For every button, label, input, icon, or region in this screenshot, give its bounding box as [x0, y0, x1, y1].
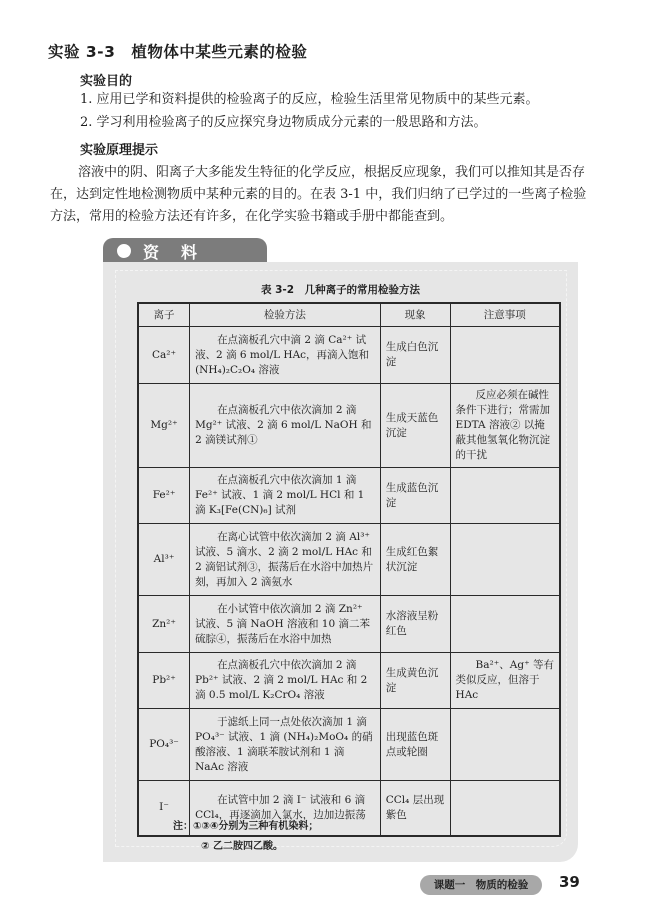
method-cell: 在试管中加 2 滴 I⁻ 试液和 6 滴 CCl₄，再逐滴加入氯水，边加边振荡	[190, 781, 381, 836]
ion-cell: Fe²⁺	[138, 468, 190, 524]
ion-cell: Pb²⁺	[138, 653, 190, 709]
footnote-1: 注：①③④分别为三种有机染料；	[173, 821, 319, 832]
phenomenon-cell: 水溶液呈粉红色	[380, 596, 450, 653]
table-row	[138, 596, 560, 653]
table-row	[138, 468, 560, 524]
ion-cell: I⁻	[138, 781, 190, 836]
method-cell: 于滤纸上同一点处依次滴加 1 滴 PO₄³⁻ 试液、1 滴 (NH₄)₂MoO₄ 的硝酸溶液、1 滴联苯胺试剂和 1 滴 NaAc 溶液	[190, 709, 381, 781]
goal-item-2: 2. 学习利用检验离子的反应探究身边物质成分元素的一般思路和方法。	[80, 115, 487, 130]
table-row	[138, 709, 560, 781]
phenomenon-cell: 出现蓝色斑点或轮圈	[380, 709, 450, 781]
table-row	[138, 327, 560, 384]
phenomenon-cell: 生成黄色沉淀	[380, 653, 450, 709]
note-cell	[450, 524, 560, 596]
phenomenon-cell: 生成天蓝色沉淀	[380, 384, 450, 468]
table-header-row	[138, 303, 560, 327]
phenomenon-cell: 生成白色沉淀	[380, 327, 450, 384]
table-footnotes	[173, 817, 318, 857]
ion-cell: Ca²⁺	[138, 327, 190, 384]
ion-cell: Mg²⁺	[138, 384, 190, 468]
experiment-number: 实验 3-3	[48, 43, 116, 61]
note-cell	[450, 327, 560, 384]
goal-item-1: 1. 应用已学和资料提供的检验离子的反应，检验生活里常见物质中的某些元素。	[80, 92, 539, 107]
note-cell: 反应必须在碱性条件下进行；常需加 EDTA 溶液② 以掩蔽其他氢氧化物沉淀的干扰	[450, 384, 560, 468]
note-cell	[450, 468, 560, 524]
header-phenomenon: 现象	[380, 303, 450, 327]
resource-tab	[103, 238, 267, 264]
principle-heading: 实验原理提示	[80, 143, 159, 158]
table-caption: 表 3-2 几种离子的常用检验方法	[260, 284, 421, 296]
method-cell: 在小试管中依次滴加 2 滴 Zn²⁺ 试液、5 滴 NaOH 溶液和 10 滴二苯硫腙④，振荡后在水浴中加热	[190, 596, 381, 653]
header-ion: 离子	[138, 303, 190, 327]
principle-paragraph: 溶液中的阴、阳离子大多能发生特征的化学反应，根据反应现象，我们可以推知其是否存在，达到定性地检测物质中某种元素的目的。在表 3-1 中，我们归纳了已学过的一些离子检验方法，常用的检验方法还有许多，在化学实验书籍或手册中都能查到。	[50, 165, 587, 224]
header-method: 检验方法	[190, 303, 381, 327]
table-row	[138, 384, 560, 468]
experiment-name: 植物体中某些元素的检验	[131, 43, 308, 61]
experiment-title	[48, 40, 307, 62]
table-row	[138, 653, 560, 709]
method-cell: 在点滴板孔穴中依次滴加 2 滴 Mg²⁺ 试液、2 滴 6 mol/L NaOH 和 2 滴镁试剂①	[190, 384, 381, 468]
goal-heading: 实验目的	[80, 74, 133, 89]
chapter-label: 课题一 物质的检验	[420, 875, 542, 895]
page-number: 39	[559, 873, 580, 891]
table-row	[138, 524, 560, 596]
method-cell: 在点滴板孔穴中滴 2 滴 Ca²⁺ 试液、2 滴 6 mol/L HAc，再滴入饱和 (NH₄)₂C₂O₄ 溶液	[190, 327, 381, 384]
phenomenon-cell: CCl₄ 层出现紫色	[380, 781, 450, 836]
ion-cell: Al³⁺	[138, 524, 190, 596]
resource-tab-label: 资料	[143, 243, 220, 262]
phenomenon-cell: 生成蓝色沉淀	[380, 468, 450, 524]
resource-box	[103, 262, 578, 862]
ion-test-table	[137, 302, 561, 837]
header-note: 注意事项	[450, 303, 560, 327]
phenomenon-cell: 生成红色絮状沉淀	[380, 524, 450, 596]
ion-cell: Zn²⁺	[138, 596, 190, 653]
note-cell: Ba²⁺、Ag⁺ 等有类似反应，但溶于 HAc	[450, 653, 560, 709]
note-cell	[450, 781, 560, 836]
ion-cell: PO₄³⁻	[138, 709, 190, 781]
method-cell: 在点滴板孔穴中依次滴加 2 滴 Pb²⁺ 试液、2 滴 2 mol/L HAc 和 2 滴 0.5 mol/L K₂CrO₄ 溶液	[190, 653, 381, 709]
footnote-2: ② 乙二胺四乙酸。	[201, 841, 283, 852]
note-cell	[450, 709, 560, 781]
bullet-circle-icon	[117, 244, 131, 258]
method-cell: 在离心试管中依次滴加 2 滴 Al³⁺ 试液、5 滴水、2 滴 2 mol/L HAc 和 2 滴铝试剂③，振荡后在水浴中加热片刻，再加入 2 滴氨水	[190, 524, 381, 596]
note-cell	[450, 596, 560, 653]
method-cell: 在点滴板孔穴中依次滴加 1 滴 Fe²⁺ 试液、1 滴 2 mol/L HCl 和 1 滴 K₃[Fe(CN)₆] 试剂	[190, 468, 381, 524]
